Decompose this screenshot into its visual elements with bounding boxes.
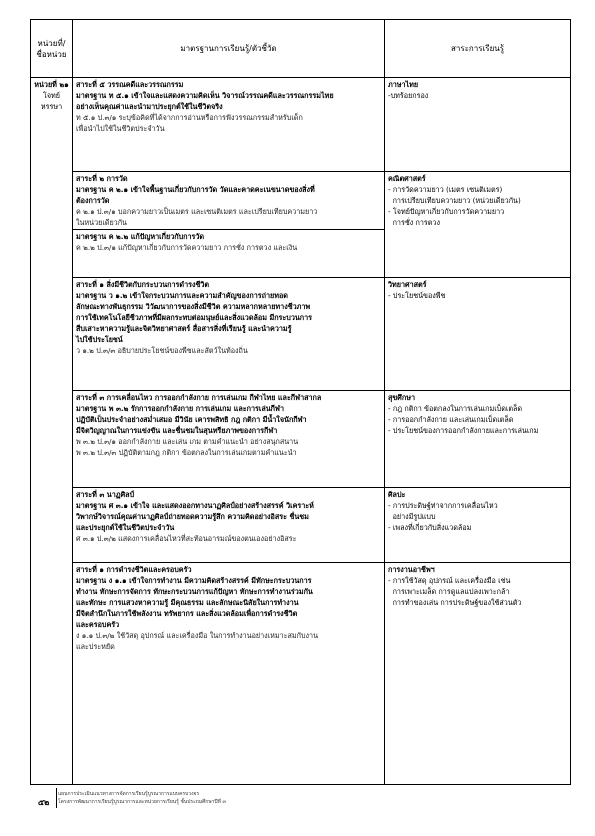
indicator-line: พ ๓.๒ ป.๓/๑ ออกกำลังกาย และเล่น เกม ตามคำแนะนำ อย่างสนุกสนาน bbox=[76, 437, 299, 446]
standard-line: ไปใช้ประโยชน์ bbox=[76, 335, 123, 344]
standard-line: มาตรฐาน ท ๕.๑ เข้าใจและแสดงความคิดเห็น วิจารณ์วรรณคดีและวรรณกรรมไทย bbox=[76, 91, 334, 100]
content-item: -บทร้อยกรอง bbox=[388, 91, 429, 100]
page-number: ๕๒ bbox=[38, 798, 50, 807]
standard-line: มาตรฐาน ค ๒.๑ เข้าใจพื้นฐานเกี่ยวกับการวัด วัดและคาดคะเนขนาดของสิ่งที่ bbox=[76, 185, 315, 194]
indicator-line: ง ๑.๑ ป.๓/๒ ใช้วัสดุ อุปกรณ์ และเครื่องมือ ในการทำงานอย่างเหมาะสมกับงาน bbox=[76, 631, 318, 640]
content-item: - การใช้วัสดุ อุปกรณ์ และเครื่องมือ เช่น bbox=[388, 576, 511, 585]
standard-line: มาตรฐาน ง ๑.๑ เข้าใจการทำงาน มีความคิดสร้างสรรค์ มีทักษะกระบวนการ bbox=[76, 576, 312, 585]
standard-line: ปฏิบัติเป็นประจำอย่างสม่ำเสมอ มีวินัย เคารพสิทธิ กฎ กติกา มีน้ำใจนักกีฬา bbox=[76, 415, 307, 424]
content-title: ศิลปะ bbox=[388, 490, 406, 499]
standard-line: สาระที่ ๓ นาฏศิลป์ bbox=[76, 490, 135, 499]
table-row bbox=[31, 391, 571, 488]
content-item: - โจทย์ปัญหาเกี่ยวกับการวัดความยาว bbox=[388, 207, 505, 216]
footer-line-1: แผนการประเมินแนวทางการจัดการเรียนรู้บูรณาการแบบครบวงจร bbox=[58, 791, 200, 797]
unit-cell bbox=[31, 78, 73, 785]
content-cell bbox=[385, 278, 571, 391]
standard-line: สืบเสาะหาความรู้และจิตวิทยาศาสตร์ สื่อสารสิ่งที่เรียนรู้ และนำความรู้ bbox=[76, 324, 292, 333]
standard-line: ทำงาน ทักษะการจัดการ ทักษะกระบวนการแก้ปัญหา ทักษะการทำงานร่วมกัน bbox=[76, 587, 313, 596]
table-row bbox=[31, 488, 571, 563]
standard-cell bbox=[73, 488, 385, 563]
indicator-line: ค ๒.๑ ป.๓/๑ บอกความยาวเป็นเมตร และเซนติเมตร และเปรียบเทียบความยาว bbox=[76, 207, 318, 216]
standard-cell bbox=[73, 563, 385, 785]
indicator-line: ท ๕.๑ ป.๓/๑ ระบุข้อคิดที่ได้จากการอ่านหรือการฟังวรรณกรรมสำหรับเด็ก bbox=[76, 113, 303, 122]
header-unit: หน่วยที่/ชื่อหน่วย bbox=[31, 20, 73, 78]
indicator-line: ในหน่วยเดียวกัน bbox=[76, 218, 127, 227]
standard-line: มาตรฐาน พ ๓.๒ รักการออกกำลังกาย การเล่นเกม และการเล่นกีฬา bbox=[76, 404, 284, 413]
standard-line: อย่างเห็นคุณค่าและนำมาประยุกต์ใช้ในชีวิตจริง bbox=[76, 102, 223, 111]
indicator-line: เพื่อนำไปใช้ในชีวิตประจำวัน bbox=[76, 124, 165, 133]
standard-line: มีจิตสำนึกในการใช้พลังงาน ทรัพยากร และสิ่งแวดล้อมเพื่อการดำรงชีวิต bbox=[76, 609, 298, 618]
standard-line: มาตรฐาน ศ ๓.๑ เข้าใจ และแสดงออกทางนาฏศิลป์อย่างสร้างสรรค์ วิเคราะห์ bbox=[76, 501, 314, 510]
standard-line: มาตรฐาน ค ๒.๒ แก้ปัญหาเกี่ยวกับการวัด bbox=[73, 229, 384, 242]
content-item: - ประโยชน์ของการออกกำลังกายและการเล่นเกม bbox=[388, 426, 539, 435]
indicator-line: ศ ๓.๑ ป.๓/๒ แสดงการเคลื่อนไหวที่สะท้อนอารมณ์ของตนเองอย่างอิสระ bbox=[76, 534, 297, 543]
standard-cell bbox=[73, 278, 385, 391]
standard-line: วิพากษ์วิจารณ์คุณค่านาฏศิลป์ถ่ายทอดความรู้สึก ความคิดอย่างอิสระ ชื่นชม bbox=[76, 512, 309, 521]
content-item: - กฎ กติกา ข้อตกลงในการเล่นเกมเบ็ดเตล็ด bbox=[388, 404, 523, 413]
content-title: คณิตศาสตร์ bbox=[388, 174, 426, 183]
content-item: การเปรียบเทียบความยาว (หน่วยเดียวกัน) bbox=[388, 196, 521, 205]
content-item: - การวัดความยาว (เมตร เซนติเมตร) bbox=[388, 185, 503, 194]
content-title: การงานอาชีพฯ bbox=[388, 565, 435, 574]
indicator-line: และประหยัด bbox=[76, 642, 115, 651]
content-item: อย่างมีรูปแบบ bbox=[388, 512, 436, 521]
footer bbox=[58, 790, 226, 806]
content-title: ภาษาไทย bbox=[388, 80, 419, 89]
content-item: - เพลงที่เกี่ยวกับสิ่งแวดล้อม bbox=[388, 523, 472, 532]
standard-line: และทักษะ การแสวงหาความรู้ มีคุณธรรม และลักษณะนิสัยในการทำงาน bbox=[76, 598, 299, 607]
standard-line: สาระที่ ๓ การเคลื่อนไหว การออกกำลังกาย การเล่นเกม กีฬาไทย และกีฬาสากล bbox=[76, 393, 322, 402]
header-content: สาระการเรียนรู้ bbox=[385, 20, 571, 78]
content-title: สุขศึกษา bbox=[388, 393, 415, 402]
content-item: การเพาะเมล็ด การดูแลแปลงเพาะกล้า bbox=[388, 587, 510, 596]
footer-line-2: โครงการพัฒนาการเรียนรู้บูรณาการและหน่วยการเรียนรู้ ชั้นประถมศึกษาปีที่ ๓ bbox=[58, 799, 226, 805]
unit-num: หน่วยที่ ๒๑ bbox=[34, 80, 69, 89]
standard-line: สาระที่ ๑ สิ่งมีชีวิตกับกระบวนการดำรงชีวิต bbox=[76, 280, 210, 289]
standard-line: และครอบครัว bbox=[76, 620, 120, 629]
curriculum-table bbox=[30, 19, 571, 785]
table-row bbox=[31, 172, 571, 278]
content-cell bbox=[385, 563, 571, 785]
content-cell bbox=[385, 78, 571, 172]
content-item: - การประดิษฐ์ท่าจากการเคลื่อนไหว bbox=[388, 501, 498, 510]
standard-cell bbox=[73, 78, 385, 172]
standard-line: สาระที่ ๑ การดำรงชีวิตและครอบครัว bbox=[76, 565, 192, 574]
standard-line: การใช้เทคโนโลยีชีวภาพที่มีผลกระทบต่อมนุษย์และสิ่งแวดล้อม มีกระบวนการ bbox=[76, 313, 313, 322]
content-cell bbox=[385, 391, 571, 488]
content-item: - การออกกำลังกาย และเล่นเกมเบ็ดเตล็ด bbox=[388, 415, 514, 424]
standard-line: ต้องการวัด bbox=[76, 196, 110, 205]
content-item: การชั่ง การตวง bbox=[388, 218, 440, 227]
content-item: - ประโยชน์ของพืช bbox=[388, 291, 446, 300]
table-row bbox=[31, 278, 571, 391]
content-title: วิทยาศาสตร์ bbox=[388, 280, 427, 289]
table-row bbox=[31, 78, 571, 172]
indicator-line: ว ๑.๒ ป.๓/๓ อธิบายประโยชน์ของพืชและสัตว์ในท้องถิ่น bbox=[76, 346, 248, 355]
table-header-row bbox=[31, 20, 571, 78]
standard-line: สาระที่ ๒ การวัด bbox=[76, 174, 128, 183]
unit-name1: โจทย์ bbox=[42, 91, 61, 100]
standard-cell bbox=[73, 172, 385, 278]
header-standard: มาตรฐานการเรียนรู้/ตัวชี้วัด bbox=[73, 20, 385, 78]
table-row bbox=[31, 563, 571, 785]
content-item: การทำของเล่น การประดิษฐ์ของใช้ส่วนตัว bbox=[388, 598, 522, 607]
indicator-line: พ ๓.๒ ป.๓/๓ ปฏิบัติตามกฎ กติกา ข้อตกลงในการเล่นเกมตามคำแนะนำ bbox=[76, 448, 297, 457]
footer-divider bbox=[56, 788, 57, 808]
standard-line: มีจิตวิญญาณในการแข่งขัน และชื่นชมในสุนทรียภาพของการกีฬา bbox=[76, 426, 278, 435]
standard-cell bbox=[73, 391, 385, 488]
standard-line: สาระที่ ๕ วรรณคดีและวรรณกรรม bbox=[76, 80, 184, 89]
standard-line: และประยุกต์ใช้ในชีวิตประจำวัน bbox=[76, 523, 175, 532]
indicator-line: ค ๒.๒ ป.๓/๑ แก้ปัญหาเกี่ยวกับการวัดความยาว การชั่ง การตวง และเงิน bbox=[76, 243, 298, 252]
table-body bbox=[31, 78, 571, 785]
content-cell bbox=[385, 172, 571, 278]
standard-line: มาตรฐาน ว ๑.๒ เข้าใจกระบวนการและความสำคัญของการถ่ายทอด bbox=[76, 291, 288, 300]
standard-line: ลักษณะทางพันธุกรรม วิวัฒนาการของสิ่งมีชีวิต ความหลากหลายทางชีวภาพ bbox=[76, 302, 311, 311]
unit-name2: หรรษา bbox=[40, 102, 63, 111]
content-cell bbox=[385, 488, 571, 563]
